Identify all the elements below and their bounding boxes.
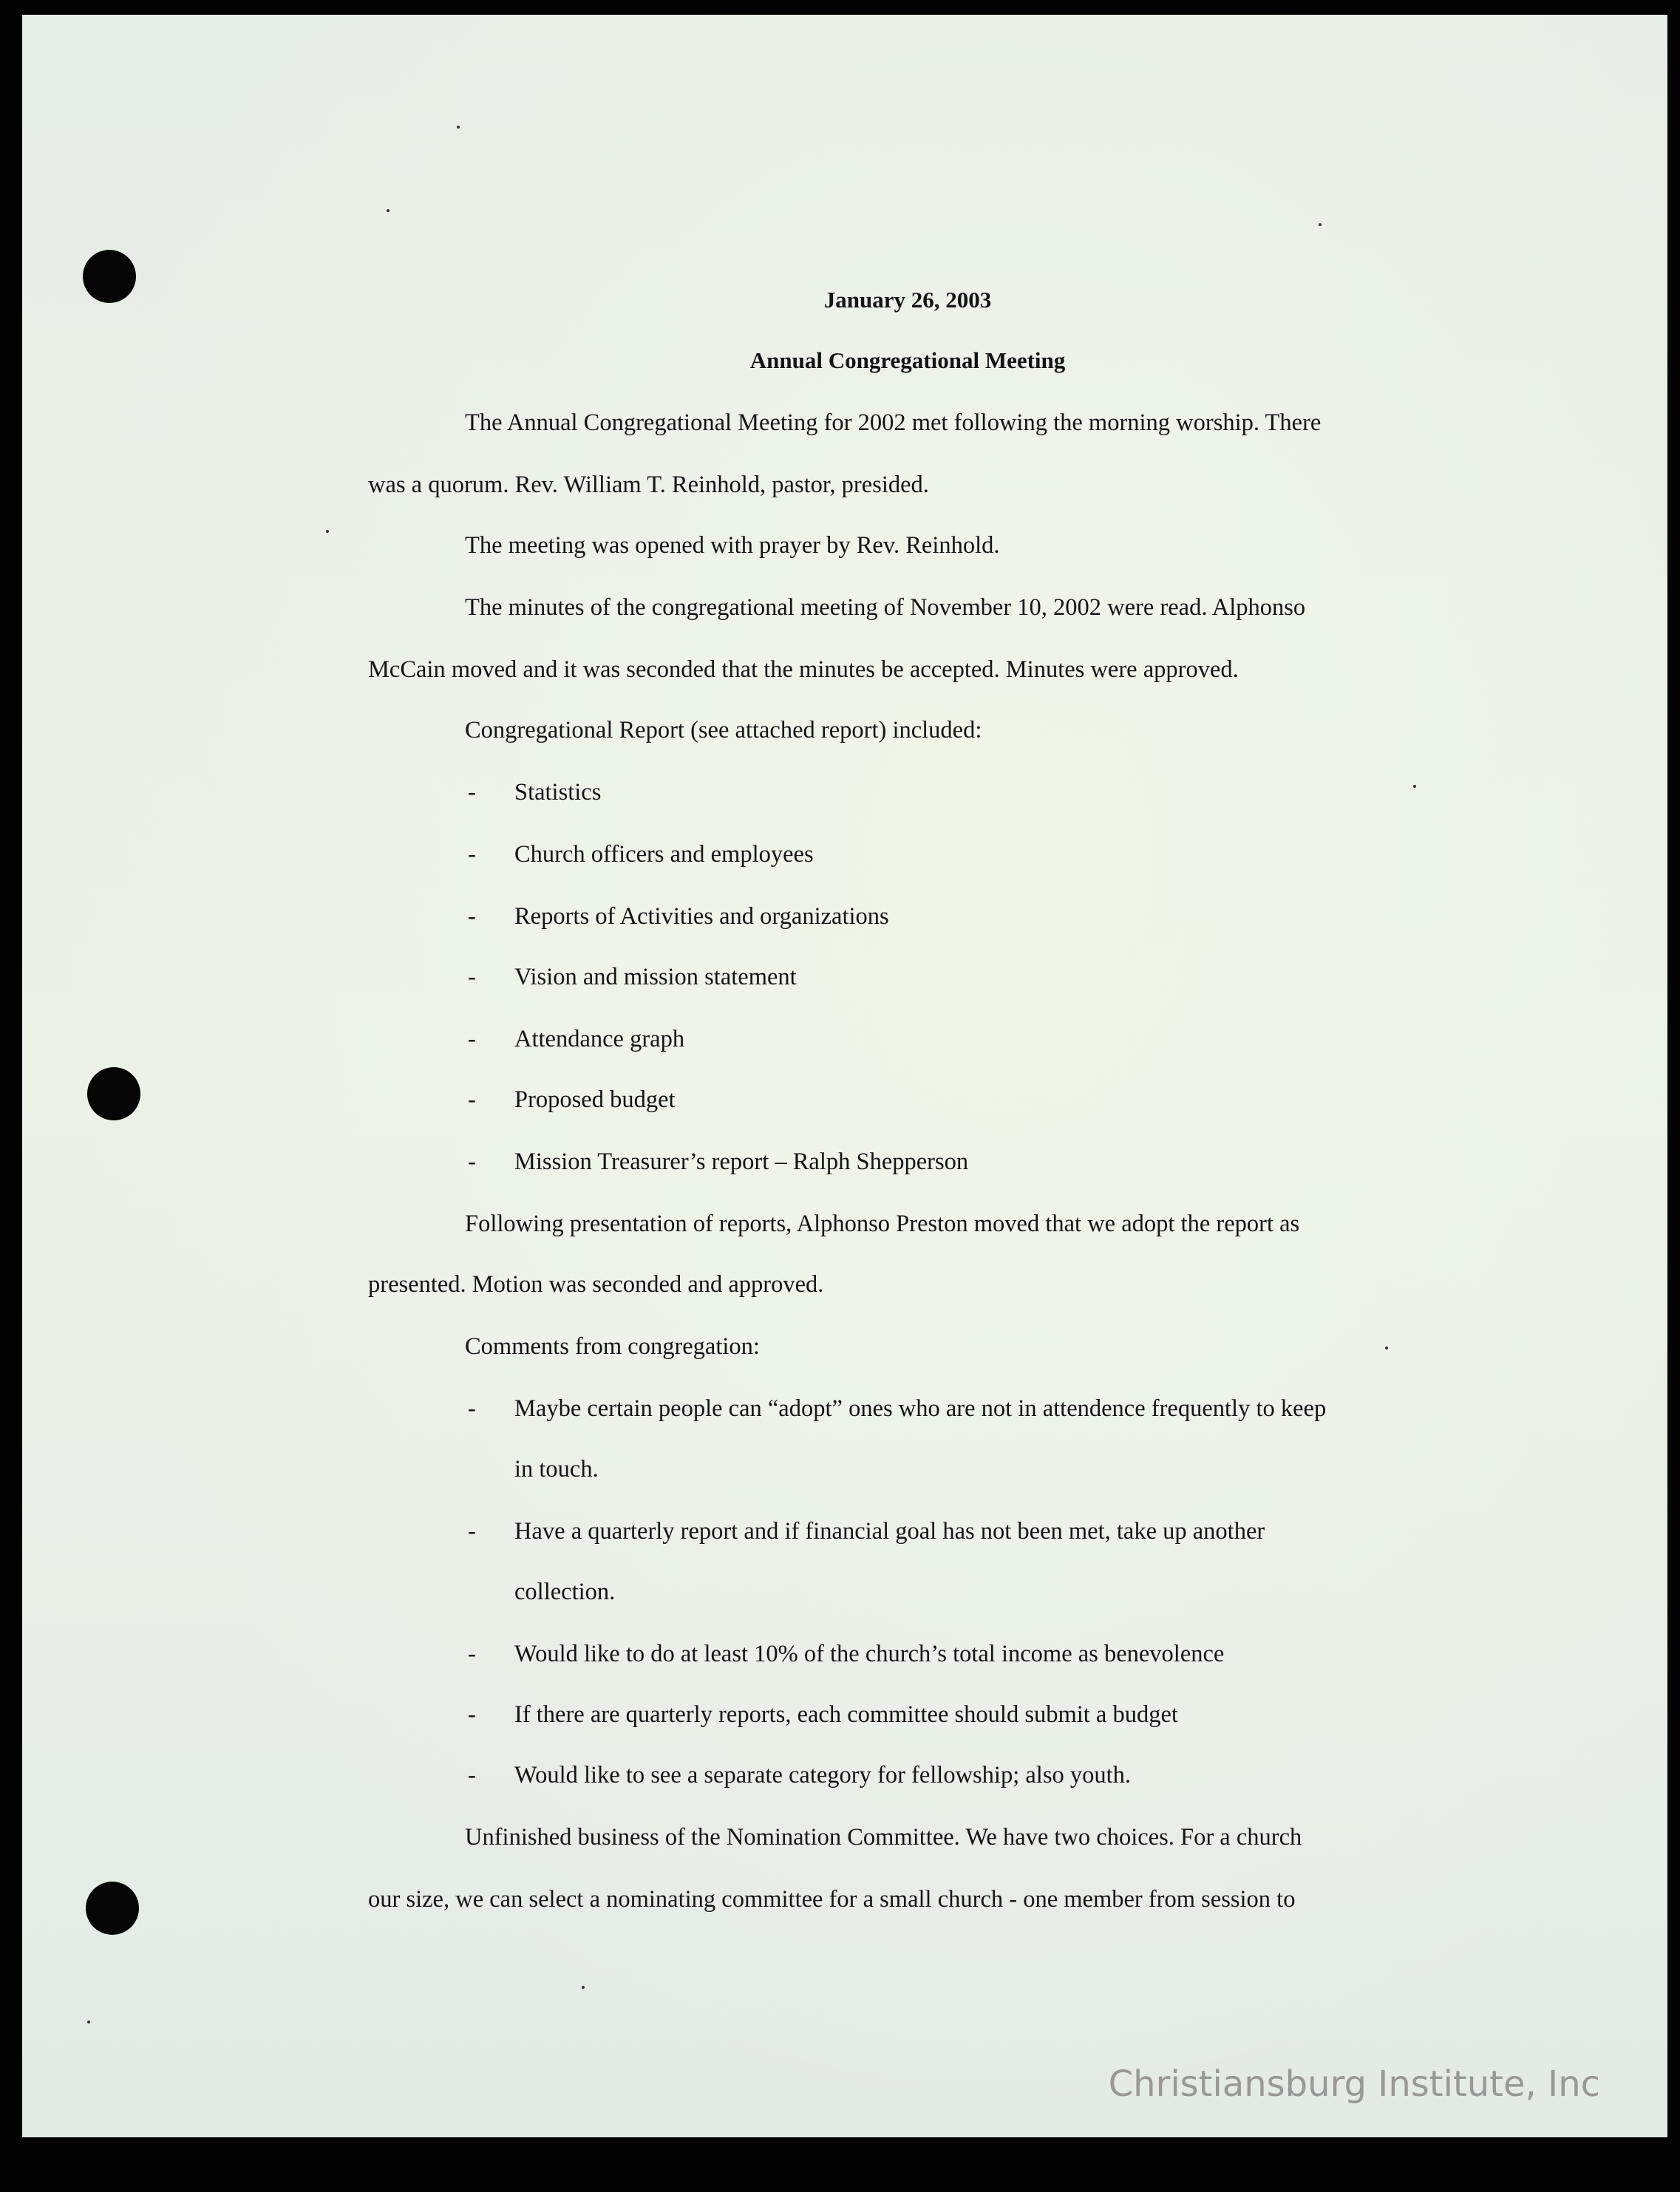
list-dash: - xyxy=(468,1395,476,1422)
paper-speck xyxy=(457,126,460,129)
paper-speck xyxy=(582,1986,585,1989)
list-dash: - xyxy=(468,1148,476,1175)
list-dash: - xyxy=(468,1518,476,1545)
list-dash: - xyxy=(468,779,476,806)
list-dash: - xyxy=(468,1026,476,1052)
list-item: Would like to do at least 10% of the church’s total income as benevolence xyxy=(514,1641,1225,1667)
paper-speck xyxy=(1413,785,1416,788)
paragraph-line: The Annual Congregational Meeting for 2002 met following the morning worship. There xyxy=(465,409,1322,436)
list-item: Reports of Activities and organizations xyxy=(514,903,889,930)
list-item: Attendance graph xyxy=(514,1026,685,1052)
list-dash: - xyxy=(468,1701,476,1728)
list-dash: - xyxy=(468,841,476,868)
list-dash: - xyxy=(468,1086,476,1113)
watermark: Christiansburg Institute, Inc xyxy=(1108,2063,1600,2105)
list-item: Church officers and employees xyxy=(514,841,814,868)
document-title: Annual Congregational Meeting xyxy=(749,347,1066,373)
paragraph-line: The minutes of the congregational meeting of November 10, 2002 were read. Alphonso xyxy=(465,594,1306,621)
list-dash: - xyxy=(468,964,476,990)
list-dash: - xyxy=(468,1641,476,1667)
list-item: Vision and mission statement xyxy=(514,964,797,990)
paper-speck xyxy=(326,530,329,533)
paragraph-line: our size, we can select a nominating committee for a small church - one member from session to xyxy=(368,1886,1296,1913)
paragraph-line: Following presentation of reports, Alphonso Preston moved that we adopt the report as xyxy=(465,1211,1300,1237)
comments-intro: Comments from congregation: xyxy=(465,1333,760,1360)
document-date: January 26, 2003 xyxy=(823,287,992,313)
list-item: If there are quarterly reports, each committee should submit a budget xyxy=(514,1701,1178,1728)
list-item: Would like to see a separate category for fellowship; also youth. xyxy=(514,1762,1132,1788)
list-dash: - xyxy=(468,1762,476,1788)
list-item: Mission Treasurer’s report – Ralph Shepperson xyxy=(514,1148,969,1175)
list-item-continuation: collection. xyxy=(514,1579,616,1605)
punch-hole xyxy=(83,250,136,303)
list-dash: - xyxy=(468,903,476,930)
punch-hole xyxy=(86,1882,139,1935)
report-intro: Congregational Report (see attached report) included: xyxy=(465,717,982,743)
list-item: Have a quarterly report and if financial goal has not been met, take up another xyxy=(514,1518,1265,1545)
paper-speck xyxy=(387,209,390,212)
paper-sheet xyxy=(22,15,1667,2137)
paragraph-line: Unfinished business of the Nomination Committee. We have two choices. For a church xyxy=(465,1824,1302,1851)
paragraph-line: McCain moved and it was seconded that the minutes be accepted. Minutes were approved. xyxy=(368,656,1239,683)
punch-hole xyxy=(87,1067,140,1120)
list-item: Maybe certain people can “adopt” ones who are not in attendence frequently to keep xyxy=(514,1395,1327,1422)
list-item-continuation: in touch. xyxy=(514,1456,599,1483)
paragraph-line: The meeting was opened with prayer by Rev. Reinhold. xyxy=(465,532,1000,559)
paper-speck xyxy=(87,2021,90,2023)
paragraph-line: presented. Motion was seconded and approved. xyxy=(368,1271,824,1298)
paper-speck xyxy=(1385,1347,1388,1349)
list-item: Statistics xyxy=(514,779,602,806)
paper-speck xyxy=(1319,223,1322,226)
list-item: Proposed budget xyxy=(514,1086,676,1113)
paragraph-line: was a quorum. Rev. William T. Reinhold, pastor, presided. xyxy=(368,472,929,498)
